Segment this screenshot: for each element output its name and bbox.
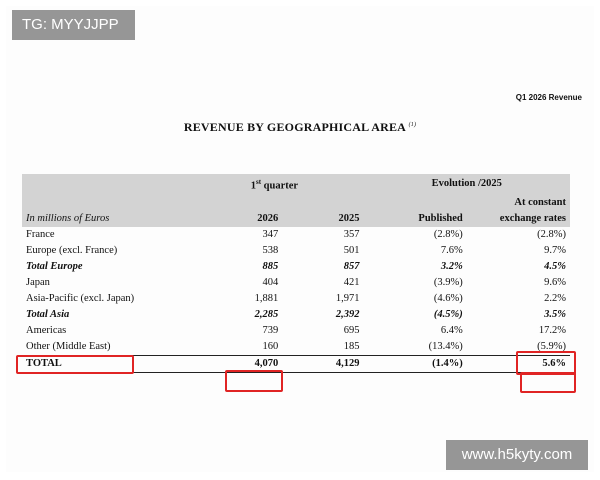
table-row-total-europe	[22, 259, 570, 275]
cell-2025: 4,129	[282, 355, 363, 372]
cell-2026: 739	[262, 324, 279, 336]
header-quarter-num: 1	[250, 180, 256, 192]
highlight-box-total-constant	[520, 372, 576, 393]
cell-2025: 1,971	[335, 292, 360, 304]
cell-published: (2.8%)	[433, 228, 463, 240]
highlight-box-other-label	[16, 355, 134, 374]
cell-constant: 4.5%	[544, 260, 566, 272]
cell-constant: 17.2%	[538, 324, 566, 336]
table-row-total-asia	[22, 307, 570, 323]
row-label: France	[26, 228, 55, 240]
header-quarter	[185, 174, 363, 195]
row-label: Other (Middle East)	[26, 340, 111, 352]
cell-constant: 3.5%	[544, 308, 566, 320]
document-title	[0, 120, 600, 135]
table-row	[22, 323, 570, 339]
cell-2025: 421	[343, 276, 360, 288]
row-label: Americas	[26, 324, 67, 336]
header-blank-cell	[22, 174, 185, 195]
cell-constant: 9.6%	[544, 276, 566, 288]
cell-2026: 4,070	[185, 355, 282, 372]
cell-published: (13.4%)	[428, 340, 463, 352]
cell-constant: (2.8%)	[537, 228, 566, 240]
cell-published: 6.4%	[440, 324, 463, 336]
cell-published: (3.9%)	[433, 276, 463, 288]
row-label: TOTAL	[22, 355, 185, 372]
table-column-header-row	[22, 195, 570, 227]
cell-2025: 501	[343, 244, 360, 256]
table-row	[22, 291, 570, 307]
header-2026: 2026	[185, 195, 282, 227]
cell-2026: 160	[262, 340, 279, 352]
cell-2025: 857	[343, 260, 360, 272]
cell-2025: 185	[343, 340, 360, 352]
document-corner-tag: Q1 2026 Revenue	[515, 93, 582, 102]
header-units: In millions of Euros	[22, 195, 185, 227]
cell-2026: 538	[262, 244, 279, 256]
cell-published: 3.2%	[440, 260, 463, 272]
cell-constant: 9.7%	[544, 244, 566, 256]
document-title-text: REVENUE BY GEOGRAPHICAL AREA	[183, 120, 406, 134]
cell-2026: 885	[262, 260, 279, 272]
cell-2026: 1,881	[254, 292, 279, 304]
row-label: Japan	[26, 276, 50, 288]
row-label: Asia-Pacific (excl. Japan)	[26, 292, 135, 304]
row-label: Total Asia	[26, 308, 70, 320]
highlight-box-total-2026	[225, 370, 283, 392]
cell-published: (1.4%)	[364, 355, 467, 372]
cell-published: (4.5%)	[433, 308, 463, 320]
header-quarter-word: quarter	[261, 180, 299, 192]
table-row	[22, 339, 570, 356]
header-quarter-sup: st	[255, 178, 262, 186]
cell-constant: (5.9%)	[537, 340, 566, 352]
document-title-note: (1)	[408, 122, 417, 128]
header-2025: 2025	[282, 195, 363, 227]
row-label: Europe (excl. France)	[26, 244, 118, 256]
cell-constant: 5.6%	[467, 355, 570, 372]
table-row	[22, 275, 570, 291]
row-label: Total Europe	[26, 260, 83, 272]
cell-2026: 404	[262, 276, 279, 288]
header-constant: At constant exchange rates	[467, 195, 570, 227]
cell-2025: 357	[343, 228, 360, 240]
table-group-header-row	[22, 174, 570, 195]
cell-2026: 2,285	[254, 308, 279, 320]
header-evolution: Evolution /2025	[364, 174, 570, 195]
cell-2026: 347	[262, 228, 279, 240]
cell-published: 7.6%	[440, 244, 463, 256]
cell-constant: 2.2%	[544, 292, 566, 304]
watermark-bottom-right: www.h5kyty.com	[446, 440, 588, 470]
cell-2025: 2,392	[335, 308, 360, 320]
revenue-table	[22, 174, 570, 373]
cell-2025: 695	[343, 324, 360, 336]
table-row	[22, 227, 570, 243]
cell-published: (4.6%)	[433, 292, 463, 304]
watermark-top-left: TG: MYYJJPP	[12, 10, 135, 40]
table-row	[22, 243, 570, 259]
header-published: Published	[364, 195, 467, 227]
